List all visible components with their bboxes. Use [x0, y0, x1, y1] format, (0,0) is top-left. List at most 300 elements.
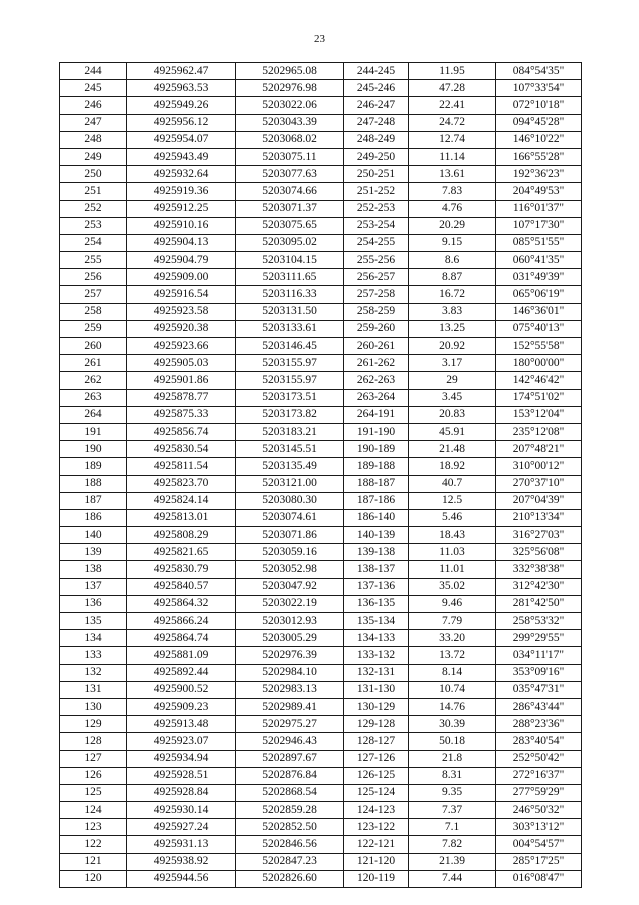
distance-cell: 7.1: [409, 819, 496, 836]
y-coordinate-cell: 5202975.27: [236, 716, 344, 733]
bearing-cell: 270°37'10": [496, 475, 582, 492]
bearing-cell: 332°38'38": [496, 561, 582, 578]
distance-cell: 11.03: [409, 544, 496, 561]
bearing-cell: 146°10'22": [496, 131, 582, 148]
y-coordinate-cell: 5203095.02: [236, 234, 344, 251]
bearing-cell: 094°45'28": [496, 114, 582, 131]
table-row: [60, 836, 582, 853]
bearing-cell: 210°13'34": [496, 509, 582, 526]
y-coordinate-cell: 5202859.28: [236, 802, 344, 819]
y-coordinate-cell: 5203071.86: [236, 527, 344, 544]
y-coordinate-cell: 5203022.06: [236, 97, 344, 114]
bearing-cell: 283°40'54": [496, 733, 582, 750]
y-coordinate-cell: 5202984.10: [236, 664, 344, 681]
x-coordinate-cell: 4925923.58: [127, 303, 236, 320]
x-coordinate-cell: 4925963.53: [127, 80, 236, 97]
table-row: [60, 441, 582, 458]
table-row: [60, 286, 582, 303]
y-coordinate-cell: 5202976.39: [236, 647, 344, 664]
distance-cell: 30.39: [409, 716, 496, 733]
y-coordinate-cell: 5203075.11: [236, 148, 344, 165]
distance-cell: 13.72: [409, 647, 496, 664]
segment-cell: 137-136: [344, 578, 409, 595]
table-row: [60, 647, 582, 664]
distance-cell: 35.02: [409, 578, 496, 595]
y-coordinate-cell: 5203183.21: [236, 423, 344, 440]
segment-cell: 140-139: [344, 527, 409, 544]
bearing-cell: 146°36'01": [496, 303, 582, 320]
distance-cell: 20.29: [409, 217, 496, 234]
x-coordinate-cell: 4925864.32: [127, 595, 236, 612]
table-row: [60, 613, 582, 630]
bearing-cell: 325°56'08": [496, 544, 582, 561]
x-coordinate-cell: 4925823.70: [127, 475, 236, 492]
bearing-cell: 004°54'57": [496, 836, 582, 853]
segment-cell: 190-189: [344, 441, 409, 458]
distance-cell: 40.7: [409, 475, 496, 492]
page-number: 23: [314, 33, 325, 45]
segment-cell: 256-257: [344, 269, 409, 286]
table-row: [60, 716, 582, 733]
x-coordinate-cell: 4925864.74: [127, 630, 236, 647]
table-row: [60, 131, 582, 148]
distance-cell: 8.87: [409, 269, 496, 286]
point-number-cell: 140: [60, 527, 127, 544]
point-number-cell: 188: [60, 475, 127, 492]
point-number-cell: 130: [60, 698, 127, 715]
bearing-cell: 316°27'03": [496, 527, 582, 544]
distance-cell: 11.14: [409, 148, 496, 165]
bearing-cell: 060°41'35": [496, 252, 582, 269]
x-coordinate-cell: 4925928.51: [127, 767, 236, 784]
distance-cell: 9.15: [409, 234, 496, 251]
table-row: [60, 200, 582, 217]
segment-cell: 130-129: [344, 698, 409, 715]
point-number-cell: 137: [60, 578, 127, 595]
distance-cell: 13.25: [409, 320, 496, 337]
point-number-cell: 256: [60, 269, 127, 286]
point-number-cell: 259: [60, 320, 127, 337]
distance-cell: 10.74: [409, 681, 496, 698]
bearing-cell: 288°23'36": [496, 716, 582, 733]
distance-cell: 8.6: [409, 252, 496, 269]
y-coordinate-cell: 5202946.43: [236, 733, 344, 750]
point-number-cell: 250: [60, 166, 127, 183]
distance-cell: 11.95: [409, 63, 496, 80]
bearing-cell: 353°09'16": [496, 664, 582, 681]
segment-cell: 260-261: [344, 338, 409, 355]
point-number-cell: 244: [60, 63, 127, 80]
x-coordinate-cell: 4925910.16: [127, 217, 236, 234]
table-row: [60, 217, 582, 234]
y-coordinate-cell: 5202989.41: [236, 698, 344, 715]
distance-cell: 33.20: [409, 630, 496, 647]
bearing-cell: 235°12'08": [496, 423, 582, 440]
point-number-cell: 263: [60, 389, 127, 406]
y-coordinate-cell: 5202965.08: [236, 63, 344, 80]
segment-cell: 245-246: [344, 80, 409, 97]
table-row: [60, 784, 582, 801]
x-coordinate-cell: 4925949.26: [127, 97, 236, 114]
point-number-cell: 262: [60, 372, 127, 389]
x-coordinate-cell: 4925916.54: [127, 286, 236, 303]
segment-cell: 139-138: [344, 544, 409, 561]
coordinates-table-body: [60, 63, 582, 888]
distance-cell: 3.45: [409, 389, 496, 406]
table-row: [60, 355, 582, 372]
segment-cell: 251-252: [344, 183, 409, 200]
x-coordinate-cell: 4925943.49: [127, 148, 236, 165]
bearing-cell: 207°04'39": [496, 492, 582, 509]
point-number-cell: 187: [60, 492, 127, 509]
distance-cell: 14.76: [409, 698, 496, 715]
y-coordinate-cell: 5203145.51: [236, 441, 344, 458]
distance-cell: 7.82: [409, 836, 496, 853]
distance-cell: 13.61: [409, 166, 496, 183]
point-number-cell: 261: [60, 355, 127, 372]
distance-cell: 8.14: [409, 664, 496, 681]
y-coordinate-cell: 5203052.98: [236, 561, 344, 578]
segment-cell: 131-130: [344, 681, 409, 698]
table-row: [60, 269, 582, 286]
point-number-cell: 134: [60, 630, 127, 647]
point-number-cell: 257: [60, 286, 127, 303]
segment-cell: 249-250: [344, 148, 409, 165]
bearing-cell: 277°59'29": [496, 784, 582, 801]
x-coordinate-cell: 4925875.33: [127, 406, 236, 423]
y-coordinate-cell: 5203043.39: [236, 114, 344, 131]
table-row: [60, 509, 582, 526]
bearing-cell: 174°51'02": [496, 389, 582, 406]
x-coordinate-cell: 4925931.13: [127, 836, 236, 853]
segment-cell: 138-137: [344, 561, 409, 578]
bearing-cell: 303°13'12": [496, 819, 582, 836]
segment-cell: 123-122: [344, 819, 409, 836]
y-coordinate-cell: 5203155.97: [236, 355, 344, 372]
point-number-cell: 249: [60, 148, 127, 165]
point-number-cell: 246: [60, 97, 127, 114]
bearing-cell: 286°43'44": [496, 698, 582, 715]
table-row: [60, 80, 582, 97]
segment-cell: 189-188: [344, 458, 409, 475]
bearing-cell: 016°08'47": [496, 870, 582, 887]
segment-cell: 259-260: [344, 320, 409, 337]
table-row: [60, 802, 582, 819]
segment-cell: 186-140: [344, 509, 409, 526]
point-number-cell: 255: [60, 252, 127, 269]
table-row: [60, 664, 582, 681]
x-coordinate-cell: 4925901.86: [127, 372, 236, 389]
bearing-cell: 258°53'32": [496, 613, 582, 630]
x-coordinate-cell: 4925934.94: [127, 750, 236, 767]
x-coordinate-cell: 4925909.23: [127, 698, 236, 715]
x-coordinate-cell: 4925892.44: [127, 664, 236, 681]
x-coordinate-cell: 4925900.52: [127, 681, 236, 698]
point-number-cell: 191: [60, 423, 127, 440]
point-number-cell: 122: [60, 836, 127, 853]
y-coordinate-cell: 5203022.19: [236, 595, 344, 612]
x-coordinate-cell: 4925830.79: [127, 561, 236, 578]
segment-cell: 136-135: [344, 595, 409, 612]
segment-cell: 187-186: [344, 492, 409, 509]
y-coordinate-cell: 5202976.98: [236, 80, 344, 97]
table-row: [60, 681, 582, 698]
point-number-cell: 129: [60, 716, 127, 733]
segment-cell: 121-120: [344, 853, 409, 870]
x-coordinate-cell: 4925954.07: [127, 131, 236, 148]
point-number-cell: 252: [60, 200, 127, 217]
x-coordinate-cell: 4925930.14: [127, 802, 236, 819]
x-coordinate-cell: 4925840.57: [127, 578, 236, 595]
point-number-cell: 132: [60, 664, 127, 681]
segment-cell: 257-258: [344, 286, 409, 303]
distance-cell: 21.48: [409, 441, 496, 458]
distance-cell: 9.46: [409, 595, 496, 612]
distance-cell: 29: [409, 372, 496, 389]
y-coordinate-cell: 5203104.15: [236, 252, 344, 269]
segment-cell: 125-124: [344, 784, 409, 801]
bearing-cell: 312°42'30": [496, 578, 582, 595]
segment-cell: 250-251: [344, 166, 409, 183]
table-row: [60, 406, 582, 423]
distance-cell: 50.18: [409, 733, 496, 750]
table-row: [60, 114, 582, 131]
bearing-cell: 084°54'35": [496, 63, 582, 80]
bearing-cell: 031°49'39": [496, 269, 582, 286]
y-coordinate-cell: 5203075.65: [236, 217, 344, 234]
distance-cell: 12.5: [409, 492, 496, 509]
bearing-cell: 116°01'37": [496, 200, 582, 217]
bearing-cell: 034°11'17": [496, 647, 582, 664]
y-coordinate-cell: 5202826.60: [236, 870, 344, 887]
distance-cell: 7.79: [409, 613, 496, 630]
bearing-cell: 065°06'19": [496, 286, 582, 303]
y-coordinate-cell: 5203111.65: [236, 269, 344, 286]
table-row: [60, 320, 582, 337]
distance-cell: 20.83: [409, 406, 496, 423]
segment-cell: 253-254: [344, 217, 409, 234]
distance-cell: 7.37: [409, 802, 496, 819]
x-coordinate-cell: 4925962.47: [127, 63, 236, 80]
y-coordinate-cell: 5203059.16: [236, 544, 344, 561]
point-number-cell: 136: [60, 595, 127, 612]
segment-cell: 255-256: [344, 252, 409, 269]
x-coordinate-cell: 4925904.13: [127, 234, 236, 251]
x-coordinate-cell: 4925813.01: [127, 509, 236, 526]
y-coordinate-cell: 5203074.61: [236, 509, 344, 526]
x-coordinate-cell: 4925808.29: [127, 527, 236, 544]
table-row: [60, 148, 582, 165]
point-number-cell: 186: [60, 509, 127, 526]
y-coordinate-cell: 5203173.51: [236, 389, 344, 406]
x-coordinate-cell: 4925824.14: [127, 492, 236, 509]
distance-cell: 7.44: [409, 870, 496, 887]
x-coordinate-cell: 4925938.92: [127, 853, 236, 870]
distance-cell: 20.92: [409, 338, 496, 355]
distance-cell: 9.35: [409, 784, 496, 801]
bearing-cell: 152°55'58": [496, 338, 582, 355]
x-coordinate-cell: 4925856.74: [127, 423, 236, 440]
bearing-cell: 299°29'55": [496, 630, 582, 647]
distance-cell: 21.8: [409, 750, 496, 767]
x-coordinate-cell: 4925912.25: [127, 200, 236, 217]
point-number-cell: 133: [60, 647, 127, 664]
table-row: [60, 527, 582, 544]
x-coordinate-cell: 4925927.24: [127, 819, 236, 836]
point-number-cell: 121: [60, 853, 127, 870]
point-number-cell: 125: [60, 784, 127, 801]
table-row: [60, 698, 582, 715]
table-row: [60, 870, 582, 887]
point-number-cell: 124: [60, 802, 127, 819]
bearing-cell: 192°36'23": [496, 166, 582, 183]
point-number-cell: 138: [60, 561, 127, 578]
y-coordinate-cell: 5203116.33: [236, 286, 344, 303]
y-coordinate-cell: 5203135.49: [236, 458, 344, 475]
table-row: [60, 183, 582, 200]
point-number-cell: 190: [60, 441, 127, 458]
distance-cell: 5.46: [409, 509, 496, 526]
point-number-cell: 128: [60, 733, 127, 750]
y-coordinate-cell: 5203071.37: [236, 200, 344, 217]
point-number-cell: 189: [60, 458, 127, 475]
segment-cell: 127-126: [344, 750, 409, 767]
distance-cell: 8.31: [409, 767, 496, 784]
bearing-cell: 107°17'30": [496, 217, 582, 234]
distance-cell: 3.17: [409, 355, 496, 372]
y-coordinate-cell: 5203068.02: [236, 131, 344, 148]
segment-cell: 248-249: [344, 131, 409, 148]
table-row: [60, 544, 582, 561]
y-coordinate-cell: 5203012.93: [236, 613, 344, 630]
bearing-cell: 072°10'18": [496, 97, 582, 114]
segment-cell: 262-263: [344, 372, 409, 389]
table-row: [60, 423, 582, 440]
point-number-cell: 264: [60, 406, 127, 423]
x-coordinate-cell: 4925881.09: [127, 647, 236, 664]
table-row: [60, 338, 582, 355]
table-row: [60, 97, 582, 114]
y-coordinate-cell: 5203146.45: [236, 338, 344, 355]
segment-cell: 133-132: [344, 647, 409, 664]
segment-cell: 264-191: [344, 406, 409, 423]
x-coordinate-cell: 4925920.38: [127, 320, 236, 337]
point-number-cell: 131: [60, 681, 127, 698]
table-row: [60, 458, 582, 475]
distance-cell: 12.74: [409, 131, 496, 148]
y-coordinate-cell: 5202846.56: [236, 836, 344, 853]
y-coordinate-cell: 5202876.84: [236, 767, 344, 784]
bearing-cell: 207°48'21": [496, 441, 582, 458]
bearing-cell: 252°50'42": [496, 750, 582, 767]
table-row: [60, 166, 582, 183]
segment-cell: 128-127: [344, 733, 409, 750]
point-number-cell: 120: [60, 870, 127, 887]
bearing-cell: 180°00'00": [496, 355, 582, 372]
segment-cell: 258-259: [344, 303, 409, 320]
bearing-cell: 285°17'25": [496, 853, 582, 870]
bearing-cell: 107°33'54": [496, 80, 582, 97]
segment-cell: 132-131: [344, 664, 409, 681]
point-number-cell: 135: [60, 613, 127, 630]
x-coordinate-cell: 4925830.54: [127, 441, 236, 458]
x-coordinate-cell: 4925909.00: [127, 269, 236, 286]
x-coordinate-cell: 4925913.48: [127, 716, 236, 733]
bearing-cell: 204°49'53": [496, 183, 582, 200]
segment-cell: 188-187: [344, 475, 409, 492]
y-coordinate-cell: 5203121.00: [236, 475, 344, 492]
x-coordinate-cell: 4925932.64: [127, 166, 236, 183]
point-number-cell: 123: [60, 819, 127, 836]
x-coordinate-cell: 4925919.36: [127, 183, 236, 200]
x-coordinate-cell: 4925944.56: [127, 870, 236, 887]
y-coordinate-cell: 5202983.13: [236, 681, 344, 698]
segment-cell: 247-248: [344, 114, 409, 131]
distance-cell: 16.72: [409, 286, 496, 303]
segment-cell: 134-133: [344, 630, 409, 647]
segment-cell: 129-128: [344, 716, 409, 733]
coordinates-table: [59, 62, 582, 888]
table-row: [60, 733, 582, 750]
x-coordinate-cell: 4925866.24: [127, 613, 236, 630]
segment-cell: 124-123: [344, 802, 409, 819]
x-coordinate-cell: 4925904.79: [127, 252, 236, 269]
point-number-cell: 126: [60, 767, 127, 784]
x-coordinate-cell: 4925928.84: [127, 784, 236, 801]
segment-cell: 244-245: [344, 63, 409, 80]
table-row: [60, 750, 582, 767]
table-row: [60, 819, 582, 836]
distance-cell: 45.91: [409, 423, 496, 440]
table-row: [60, 767, 582, 784]
y-coordinate-cell: 5203080.30: [236, 492, 344, 509]
x-coordinate-cell: 4925811.54: [127, 458, 236, 475]
x-coordinate-cell: 4925923.66: [127, 338, 236, 355]
table-row: [60, 578, 582, 595]
segment-cell: 254-255: [344, 234, 409, 251]
x-coordinate-cell: 4925905.03: [127, 355, 236, 372]
point-number-cell: 247: [60, 114, 127, 131]
y-coordinate-cell: 5202852.50: [236, 819, 344, 836]
table-row: [60, 630, 582, 647]
y-coordinate-cell: 5202847.23: [236, 853, 344, 870]
x-coordinate-cell: 4925821.65: [127, 544, 236, 561]
point-number-cell: 253: [60, 217, 127, 234]
x-coordinate-cell: 4925878.77: [127, 389, 236, 406]
distance-cell: 18.92: [409, 458, 496, 475]
point-number-cell: 258: [60, 303, 127, 320]
table-row: [60, 595, 582, 612]
distance-cell: 11.01: [409, 561, 496, 578]
bearing-cell: 035°47'31": [496, 681, 582, 698]
segment-cell: 263-264: [344, 389, 409, 406]
y-coordinate-cell: 5203173.82: [236, 406, 344, 423]
segment-cell: 246-247: [344, 97, 409, 114]
point-number-cell: 251: [60, 183, 127, 200]
bearing-cell: 166°55'28": [496, 148, 582, 165]
table-row: [60, 372, 582, 389]
point-number-cell: 127: [60, 750, 127, 767]
table-row: [60, 853, 582, 870]
bearing-cell: 075°40'13": [496, 320, 582, 337]
distance-cell: 24.72: [409, 114, 496, 131]
distance-cell: 4.76: [409, 200, 496, 217]
y-coordinate-cell: 5202868.54: [236, 784, 344, 801]
table-row: [60, 252, 582, 269]
distance-cell: 21.39: [409, 853, 496, 870]
y-coordinate-cell: 5203047.92: [236, 578, 344, 595]
bearing-cell: 310°00'12": [496, 458, 582, 475]
